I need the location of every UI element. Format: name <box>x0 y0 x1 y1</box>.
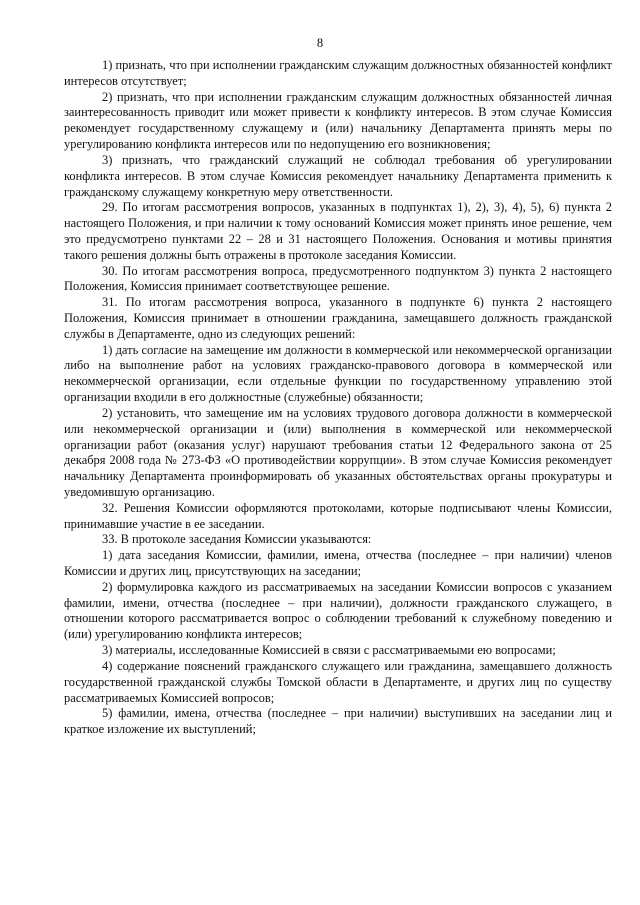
paragraph-item-30: 30. По итогам рассмотрения вопроса, предусмотренного подпунктом 3) пункта 2 настоящего Положения, Комиссия принимает соответствующее решение. <box>64 263 612 294</box>
paragraph-item-33-sub-2: 2) формулировка каждого из рассматриваемых на заседании Комиссии вопросов с указанием фамилии, имени, отчества (последнее – при наличии), должности гражданского служащего, в отношении которого рассматривается вопрос о соблюдении требований к служебному поведению и (или) урегулированию конфликта интересов; <box>64 579 612 642</box>
paragraph-decision-2: 2) признать, что при исполнении гражданским служащим должностных обязанностей личная заинтересованность приводит или может привести к конфликту интересов. В этом случае Комиссия рекомендует государственному служащему и (или) начальнику Департамента принять меры по урегулированию конфликта интересов или по недопущению его возникновения; <box>64 89 612 152</box>
paragraph-item-31-sub-1: 1) дать согласие на замещение им должности в коммерческой или некоммерческой организации либо на выполнение работ на условиях гражданско-правового договора в коммерческой или некоммерческой организации, если отдельные функции по государственному управлению этой организации входили в его должностные (служебные) обязанности; <box>64 342 612 405</box>
paragraph-item-29: 29. По итогам рассмотрения вопросов, указанных в подпунктах 1), 2), 3), 4), 5), 6) пункта 2 настоящего Положения, и при наличии к тому оснований Комиссия может принять иное решение, чем это предусмотрено пунктами 22 – 28 и 31 настоящего Положения. Основания и мотивы принятия такого решения должны быть отражены в протоколе заседания Комиссии. <box>64 200 612 262</box>
paragraph-item-33-sub-4: 4) содержание пояснений гражданского служащего или гражданина, замещавшего должность государственной гражданской службы Томской области в Департаменте, и других лиц по существу рассматриваемых Комиссией вопросов; <box>64 658 612 705</box>
paragraph-decision-1: 1) признать, что при исполнении гражданским служащим должностных обязанностей конфликт интересов отсутствует; <box>64 58 612 88</box>
paragraph-item-33: 33. В протоколе заседания Комиссии указываются: <box>102 532 372 547</box>
paragraph-item-33-sub-5: 5) фамилии, имена, отчества (последнее – при наличии) выступивших на заседании лиц и краткое изложение их выступлений; <box>64 706 612 737</box>
paragraph-item-33-sub-1: 1) дата заседания Комиссии, фамилии, имена, отчества (последнее – при наличии) членов Комиссии и других лиц, присутствующих на заседании; <box>64 548 612 578</box>
paragraph-decision-3: 3) признать, что гражданский служащий не соблюдал требования об урегулировании конфликта интересов. В этом случае Комиссия рекомендует начальнику Департамента применить к гражданскому служащему конкретную меру ответственности. <box>64 152 612 199</box>
paragraph-item-31: 31. По итогам рассмотрения вопроса, указанного в подпункте 6) пункта 2 настоящего Положения, Комиссия принимает в отношении гражданина, замещавшего должность гражданской службы в Департаменте, одно из следующих решений: <box>64 295 612 341</box>
paragraph-item-31-sub-2: 2) установить, что замещение им на условиях трудового договора должности в коммерческой или некоммерческой организации и (или) выполнения в коммерческой или некоммерческой организации работ (оказания услуг) нарушают требования статьи 12 Федерального закона от 25 декабря 2008 года № 273-ФЗ «О противодействии коррупции». В этом случае Комиссия рекомендует начальнику Департамента проинформировать об указанных обстоятельствах органы прокуратуры и уведомившую организацию. <box>64 405 612 499</box>
page-number: 8 <box>316 36 324 50</box>
paragraph-item-33-sub-3: 3) материалы, исследованные Комиссией в связи с рассматриваемыми ею вопросами; <box>102 643 556 658</box>
paragraph-item-32: 32. Решения Комиссии оформляются протоколами, которые подписывают члены Комиссии, принимавшие участие в ее заседании. <box>64 500 612 531</box>
document-body <box>64 58 612 738</box>
